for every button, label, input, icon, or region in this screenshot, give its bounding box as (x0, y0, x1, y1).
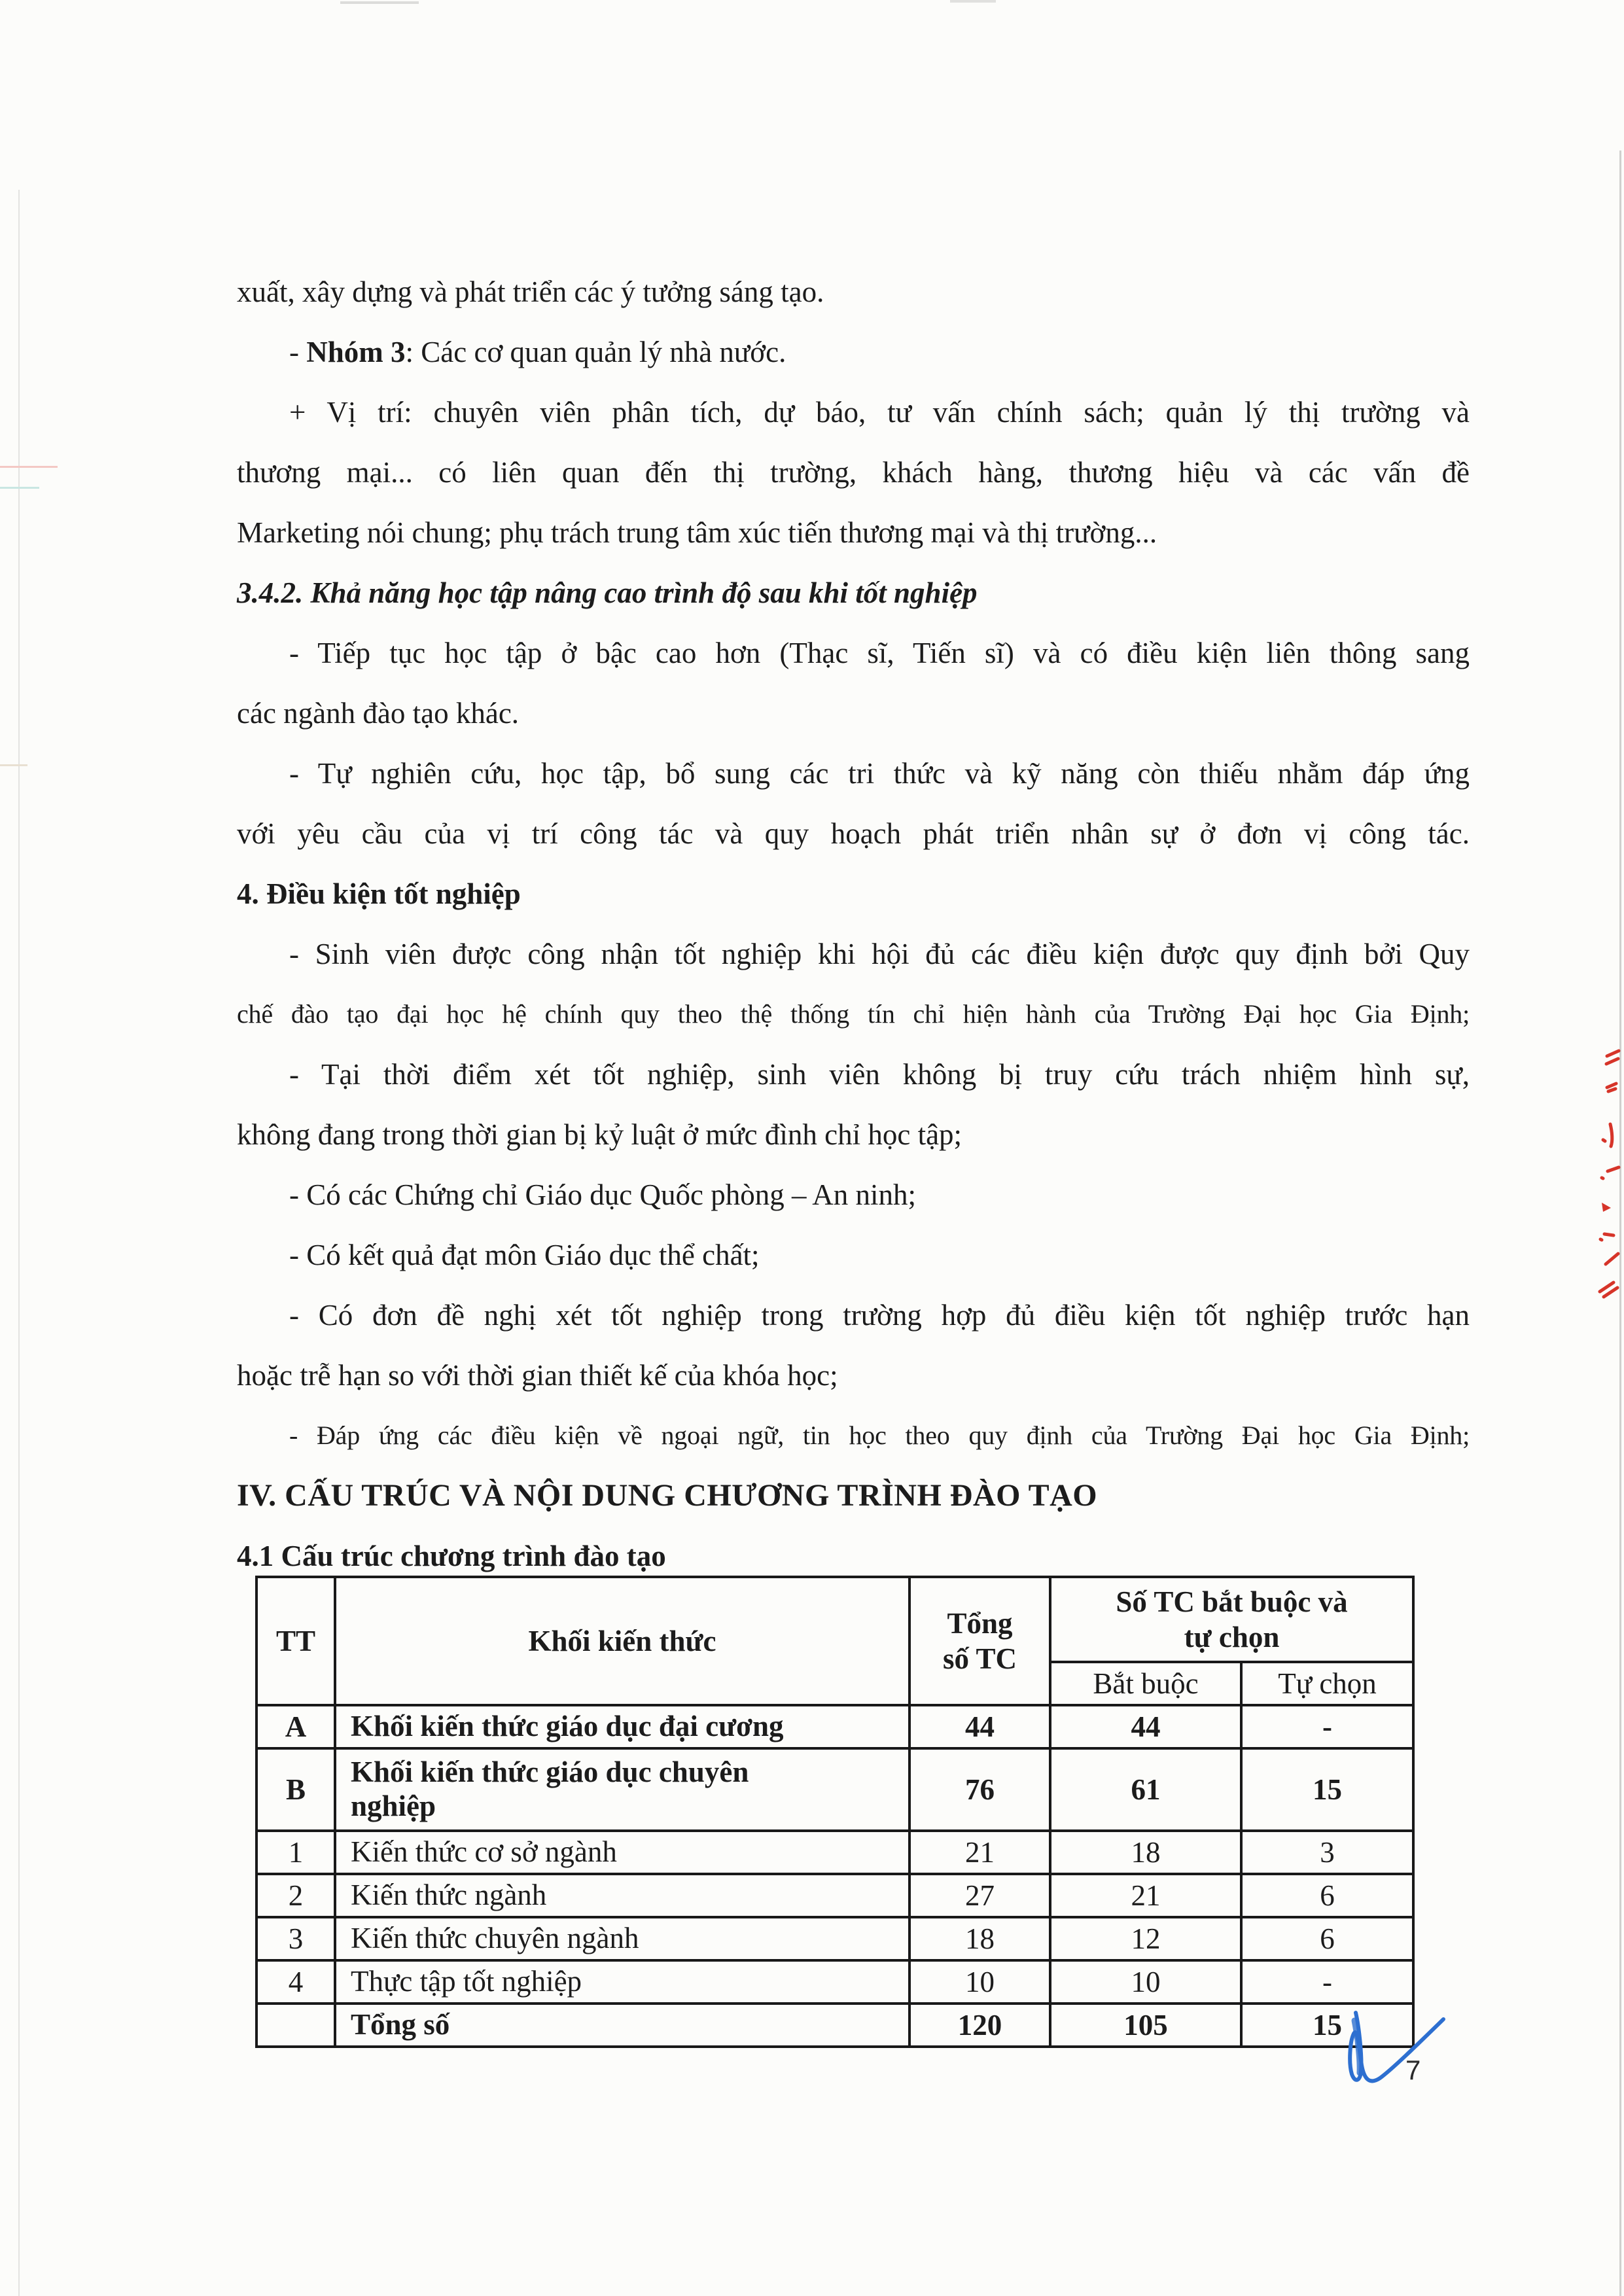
cell-label: Kiến thức cơ sở ngành (335, 1831, 909, 1874)
tc-group-line2: tự chọn (1184, 1621, 1280, 1653)
cell-tt: 2 (256, 1874, 335, 1917)
cell-elective: 15 (1241, 2004, 1413, 2047)
body-line: các ngành đào tạo khác. (237, 697, 520, 730)
table-row-1 (256, 1831, 1413, 1874)
cell-elective: - (1241, 1705, 1413, 1748)
table-row-2 (256, 1874, 1413, 1917)
cell-elective: 15 (1241, 1748, 1413, 1831)
cell-label: Kiến thức ngành (335, 1874, 909, 1917)
total-tc-line2: số TC (943, 1642, 1017, 1675)
bullet-suffix: : Các cơ quan quản lý nhà nước. (405, 336, 786, 368)
body-line: không đang trong thời gian bị kỷ luật ở mức đình chỉ học tập; (237, 1118, 962, 1151)
cell-total: 120 (909, 2004, 1050, 2047)
table-row-3 (256, 1917, 1413, 1960)
document-body (237, 262, 1470, 1586)
label-line1: Khối kiến thức giáo dục chuyên (351, 1756, 749, 1789)
scan-edge-line-left (18, 190, 20, 2296)
col-header-elective: Tự chọn (1241, 1662, 1413, 1705)
cell-tt: 4 (256, 1960, 335, 2004)
cell-label: Kiến thức chuyên ngành (335, 1917, 909, 1960)
bullet-chung-chi: - Có các Chứng chỉ Giáo dục Quốc phòng – An ninh; (289, 1178, 916, 1211)
cell-label: Tổng số (335, 2004, 909, 2047)
heading-4-dieu-kien: 4. Điều kiện tốt nghiệp (237, 877, 521, 910)
col-header-total-tc (909, 1577, 1050, 1705)
col-header-knowledge-block: Khối kiến thức (335, 1577, 909, 1705)
cell-required: 44 (1050, 1705, 1241, 1748)
table-row-b (256, 1748, 1413, 1831)
body-line: Marketing nói chung; phụ trách trung tâm xúc tiến thương mại và thị trường... (237, 516, 1157, 549)
col-header-required: Bắt buộc (1050, 1662, 1241, 1705)
cell-total: 10 (909, 1960, 1050, 2004)
scan-smudge-top-left (340, 1, 419, 4)
cell-total: 27 (909, 1874, 1050, 1917)
bullet-tai-thoi-diem: - Tại thời điểm xét tốt nghiệp, sinh viên không bị truy cứu trách nhiệm hình sự, (289, 1058, 1470, 1091)
bullet-vi-tri: + Vị trí: chuyên viên phân tích, dự báo, tư vấn chính sách; quản lý thị trường và (289, 396, 1470, 429)
col-header-tc-group (1050, 1577, 1413, 1662)
cell-elective: - (1241, 1960, 1413, 2004)
bullet-tiep-tuc: - Tiếp tục học tập ở bậc cao hơn (Thạc sĩ, Tiến sĩ) và có điều kiện liên thông sang (289, 637, 1470, 669)
heading-4-1: 4.1 Cấu trúc chương trình đào tạo (237, 1540, 666, 1572)
cell-total: 18 (909, 1917, 1050, 1960)
bullet-dap-ung: - Đáp ứng các điều kiện về ngoại ngữ, tin học theo quy định của Trường Đại học Gia Định; (289, 1421, 1470, 1450)
scan-tick-beige (0, 764, 27, 766)
cell-label: Thực tập tốt nghiệp (335, 1960, 909, 2004)
body-line: với yêu cầu của vị trí công tác và quy hoạch phát triển nhân sự ở đơn vị công tác. (237, 817, 1470, 850)
bullet-bold-term: Nhóm 3 (306, 336, 406, 368)
heading-3-4-2: 3.4.2. Khả năng học tập nâng cao trình độ sau khi tốt nghiệp (237, 576, 978, 609)
cell-total: 76 (909, 1748, 1050, 1831)
cell-tt: 1 (256, 1831, 335, 1874)
margin-pen-marks (1589, 1039, 1624, 1307)
total-tc-line1: Tổng (947, 1607, 1013, 1640)
bullet-nhom-3 (237, 322, 1470, 382)
cell-total: 21 (909, 1831, 1050, 1874)
cell-required: 61 (1050, 1748, 1241, 1831)
page-number: 7 (1405, 2055, 1421, 2085)
bullet-tu-nghien-cuu: - Tự nghiên cứu, học tập, bổ sung các tri thức và kỹ năng còn thiếu nhằm đáp ứng (289, 757, 1470, 790)
cell-elective: 6 (1241, 1874, 1413, 1917)
cell-required: 21 (1050, 1874, 1241, 1917)
tc-group-line1: Số TC bắt buộc và (1116, 1585, 1348, 1618)
heading-iv: IV. CẤU TRÚC VÀ NỘI DUNG CHƯƠNG TRÌNH ĐÀO TẠO (237, 1478, 1098, 1513)
bullet-prefix: - (289, 336, 307, 368)
cell-required: 105 (1050, 2004, 1241, 2047)
scan-tick-pink (0, 466, 58, 468)
col-header-tt: TT (256, 1577, 335, 1705)
table-row-4 (256, 1960, 1413, 2004)
cell-label (335, 1748, 909, 1831)
body-line: xuất, xây dựng và phát triển các ý tưởng sáng tạo. (237, 275, 824, 308)
cell-required: 18 (1050, 1831, 1241, 1874)
bullet-sinh-vien: - Sinh viên được công nhận tốt nghiệp khi hội đủ các điều kiện được quy định bởi Quy (289, 938, 1470, 970)
cell-elective: 3 (1241, 1831, 1413, 1874)
table-row-a (256, 1705, 1413, 1748)
cell-tt: 3 (256, 1917, 335, 1960)
cell-required: 12 (1050, 1917, 1241, 1960)
cell-label: Khối kiến thức giáo dục đại cương (335, 1705, 909, 1748)
cell-elective: 6 (1241, 1917, 1413, 1960)
cell-required: 10 (1050, 1960, 1241, 2004)
scan-tick-cyan (0, 487, 39, 489)
table-row-total (256, 2004, 1413, 2047)
body-line: thương mại... có liên quan đến thị trường, khách hàng, thương hiệu và các vấn đề (237, 456, 1470, 489)
cell-tt: B (256, 1748, 335, 1831)
body-line: hoặc trễ hạn so với thời gian thiết kế của khóa học; (237, 1359, 838, 1392)
cell-tt (256, 2004, 335, 2047)
bullet-ket-qua: - Có kết quả đạt môn Giáo dục thể chất; (289, 1239, 760, 1271)
curriculum-structure-table (255, 1576, 1415, 2048)
body-line: chế đào tạo đại học hệ chính quy theo thệ thống tín chỉ hiện hành của Trường Đại học Gia Định; (237, 999, 1470, 1029)
cell-tt: A (256, 1705, 335, 1748)
cell-total: 44 (909, 1705, 1050, 1748)
label-line2: nghiệp (351, 1790, 436, 1822)
signature-mark (1328, 2001, 1459, 2099)
bullet-don-de-nghi: - Có đơn đề nghị xét tốt nghiệp trong trường hợp đủ điều kiện tốt nghiệp trước hạn (289, 1299, 1470, 1332)
scan-smudge-top-right (950, 0, 996, 3)
